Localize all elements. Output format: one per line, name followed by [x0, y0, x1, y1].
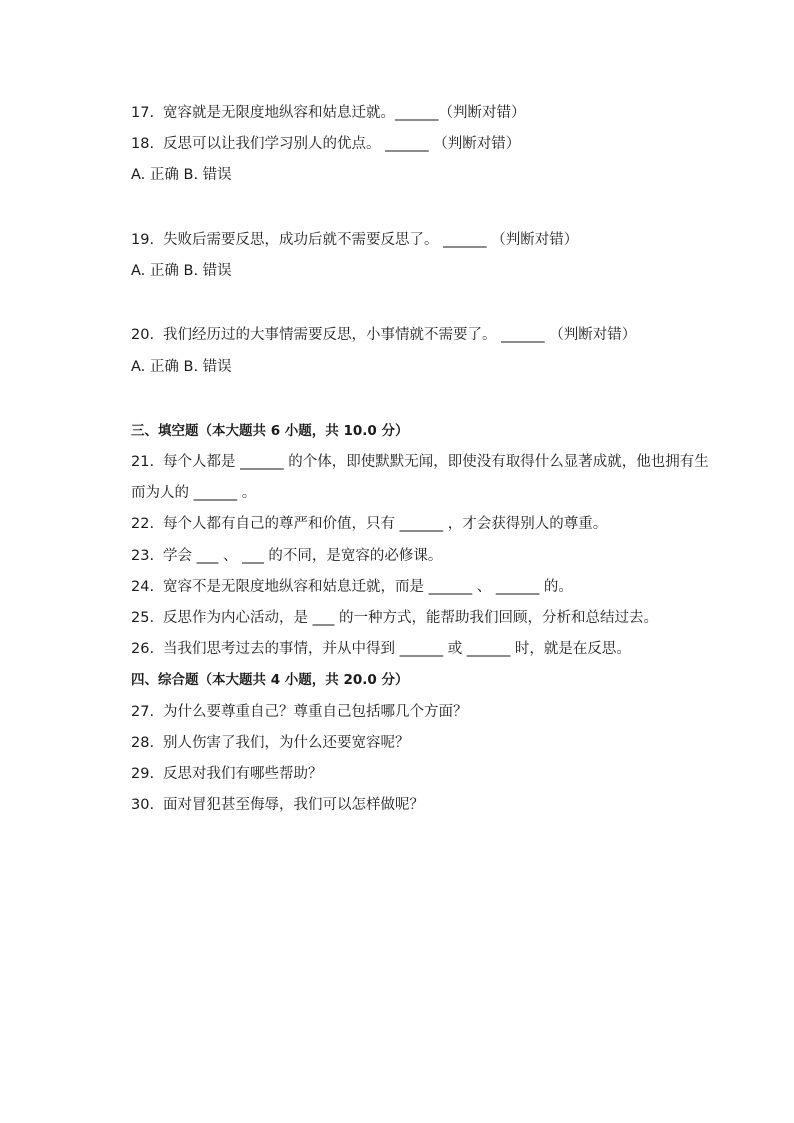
question-text: 宽容不是无限度地纵容和姑息迁就，而是 ______ 、 ______ 的。 [163, 579, 573, 595]
question-number: 25. [131, 610, 155, 626]
question-17 [131, 103, 526, 123]
question-text: 每个人都有自己的尊严和价值，只有 ______ ，才会获得别人的尊重。 [163, 516, 608, 532]
question-20-options: A. 正确 B. 错误 [131, 359, 232, 375]
question-number: 27. [131, 704, 155, 720]
question-22 [131, 514, 607, 534]
question-number: 26. [131, 641, 155, 657]
question-number: 24. [131, 579, 155, 595]
question-number: 22. [131, 516, 155, 532]
question-21-continued: 而为人的 ______ 。 [131, 485, 257, 501]
question-text: 学会 ___ 、 ___ 的不同，是宽容的必修课。 [163, 548, 443, 564]
question-text: 别人伤害了我们，为什么还要宽容呢？ [163, 735, 410, 751]
question-19-options: A. 正确 B. 错误 [131, 263, 232, 279]
question-text: 失败后需要反思，成功后就不需要反思了。 ______ （判断对错） [163, 232, 579, 248]
question-27 [131, 702, 468, 722]
question-30 [131, 795, 424, 815]
question-18-options: A. 正确 B. 错误 [131, 167, 232, 183]
question-19 [131, 230, 578, 250]
question-number: 20. [131, 327, 155, 343]
question-number: 21. [131, 454, 155, 470]
question-text: 每个人都是 ______ 的个体，即使默默无闻，即使没有取得什么显著成就，他也拥有生 [163, 454, 709, 470]
question-text: 面对冒犯甚至侮辱，我们可以怎样做呢？ [163, 797, 424, 813]
question-text: 宽容就是无限度地纵容和姑息迁就。______（判断对错） [163, 105, 526, 121]
question-number: 18. [131, 136, 155, 152]
question-25 [131, 608, 658, 628]
question-number: 29. [131, 766, 155, 782]
question-text: 反思可以让我们学习别人的优点。 ______ （判断对错） [163, 136, 521, 152]
question-text: 为什么要尊重自己？尊重自己包括哪几个方面？ [163, 704, 468, 720]
question-text: 反思对我们有哪些帮助？ [163, 766, 323, 782]
question-text: 反思作为内心活动，是 ___ 的一种方式，能帮助我们回顾，分析和总结过去。 [163, 610, 658, 626]
question-number: 17. [131, 105, 155, 121]
question-28 [131, 733, 410, 753]
question-number: 23. [131, 548, 155, 564]
question-18 [131, 134, 520, 154]
question-number: 28. [131, 735, 155, 751]
question-29 [131, 764, 323, 784]
question-text: 当我们思考过去的事情，并从中得到 ______ 或 ______ 时，就是在反思。 [163, 641, 631, 657]
question-21 [131, 452, 709, 472]
question-26 [131, 639, 631, 659]
question-20 [131, 325, 636, 345]
question-number: 30. [131, 797, 155, 813]
section-title-fill-blank: 三、填空题（本大题共 6 小题，共 10.0 分） [131, 423, 409, 439]
section-title-comprehensive: 四、综合题（本大题共 4 小题，共 20.0 分） [131, 672, 409, 688]
question-text: 我们经历过的大事情需要反思，小事情就不需要了。 ______ （判断对错） [163, 327, 637, 343]
question-23 [131, 546, 442, 566]
question-number: 19. [131, 232, 155, 248]
question-24 [131, 577, 573, 597]
